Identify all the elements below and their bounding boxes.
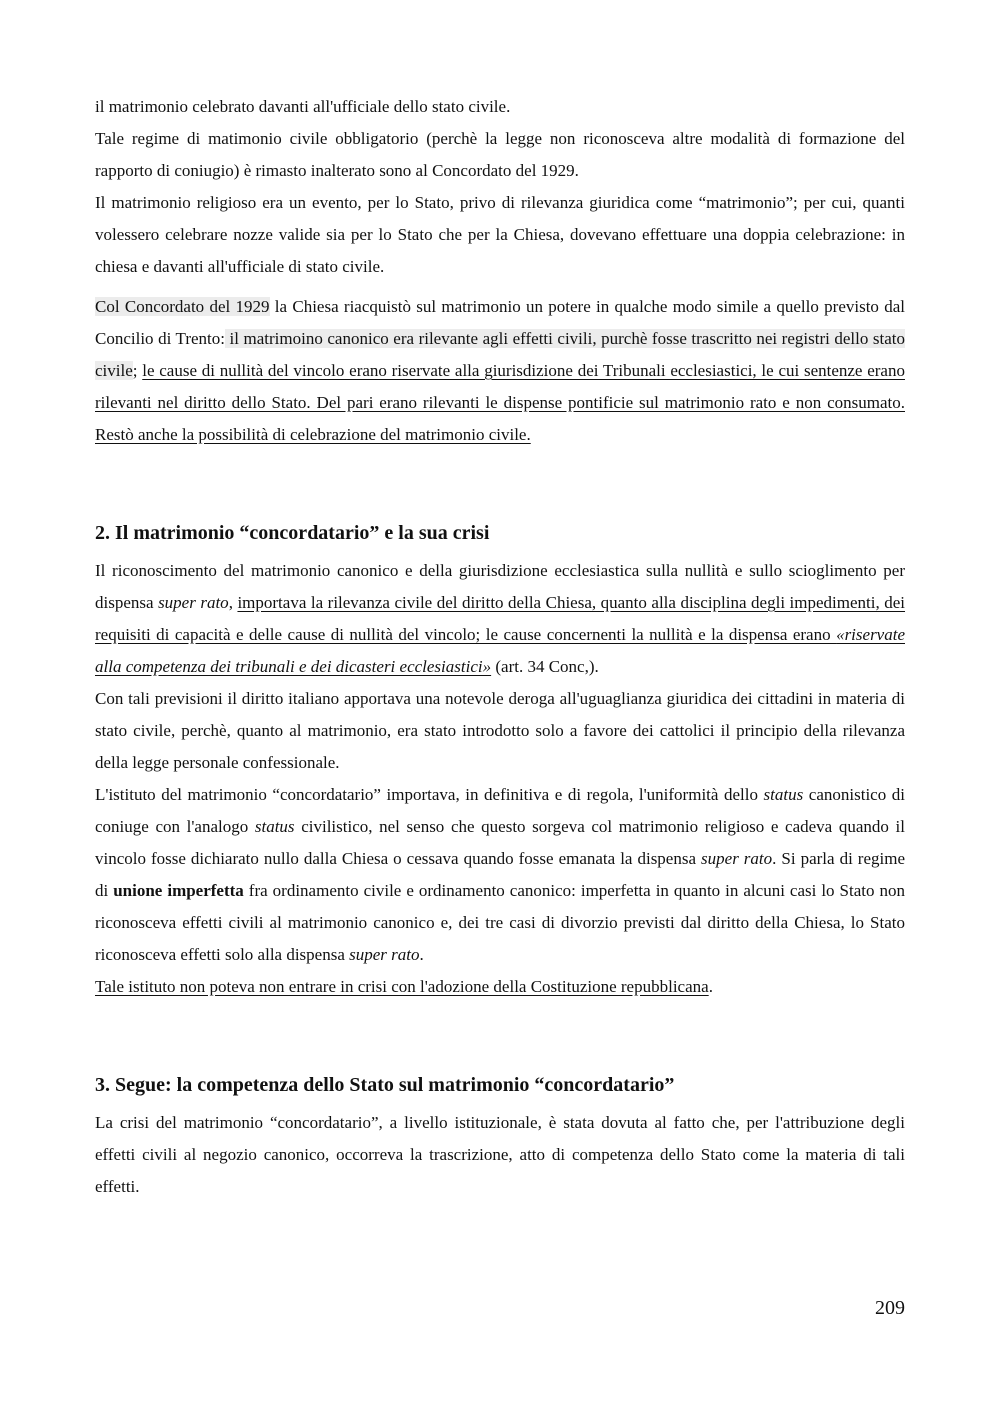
text-run: Il riconoscimento del matrimonio canonico e della giurisdizione ecclesiastica sulla nullità e sullo scioglimento per dispensa <box>95 561 905 612</box>
text-run: . <box>708 977 713 996</box>
paragraph-intro-2: Tale regime di matimonio civile obbligatorio (perchè la legge non riconosceva altre modalità di formazione del rapporto di coniugio) è rimasto inalterato sono al Concordato del 1929. <box>95 129 905 180</box>
paragraph-section2-3 <box>95 779 905 971</box>
section-heading-2: 2. Il matrimonio “concordatario” e la sua crisi <box>95 522 490 544</box>
paragraph-section2-2: Con tali previsioni il diritto italiano apportava una notevole deroga all'uguaglianza giuridica dei cittadini in materia di stato civile, perchè, quanto al matrimonio, era stato introdotto solo a favore dei cattolici il principio della rilevanza della legge personale confessionale. <box>95 689 905 772</box>
text-run: , <box>228 593 238 612</box>
underlined-italic-quote: «riservate alla competenza dei tribunali e dei dicasteri ecclesiastici» <box>95 625 905 676</box>
italic-text: super rato <box>349 945 420 964</box>
underlined-text: le cause di nullità del vincolo erano riservate alla giurisdizione dei Tribunali ecclesiastici, le cui sentenze erano rilevanti nel diritto dello Stato. Del pari erano rilevanti le dispense pontificie sul matrimonio rato e non consumato. Restò anche la possibilità di celebrazione del matrimonio civile. <box>95 361 905 444</box>
paragraph-intro-3: Il matrimonio religioso era un evento, per lo Stato, privo di rilevanza giuridica come “matrimonio”; per cui, quanti volessero celebrare nozze valide sia per lo Stato che per la Chiesa, dovevano effettuare una doppia celebrazione: in chiesa e davanti all'ufficiale di stato civile. <box>95 193 905 276</box>
underlined-text: importava la rilevanza civile del diritto della Chiesa, quanto alla disciplina degli impedimenti, dei requisiti di capacità e delle cause di nullità del vincolo; le cause concernenti la nullità e la dispensa erano <box>95 593 906 644</box>
highlighted-text: Col Concordato del 1929 <box>95 297 270 316</box>
text-run: . Si parla di regime di <box>95 849 905 900</box>
section-heading-3: 3. Segue: la competenza dello Stato sul matrimonio “concordatario” <box>95 1074 675 1096</box>
paragraph-section2-1 <box>95 555 905 683</box>
text-run: L'istituto del matrimonio “concordatario” importava, in definitiva e di regola, l'uniformità dello <box>95 785 764 804</box>
paragraph-section2-4 <box>95 971 905 1003</box>
italic-text: status <box>763 785 804 804</box>
page-number: 209 <box>875 1297 905 1319</box>
paragraph-concordato-1929 <box>95 291 905 451</box>
paragraph-intro-1: il matrimonio celebrato davanti all'ufficiale dello stato civile. <box>95 97 511 116</box>
underlined-text: Tale istituto non poteva non entrare in crisi con l'adozione della Costituzione repubblicana <box>95 977 709 996</box>
bold-text: unione imperfetta <box>113 881 244 900</box>
text-run: canonistico di coniuge con l'analogo <box>95 785 905 836</box>
document-page <box>95 91 905 1203</box>
italic-text: super rato <box>158 593 229 612</box>
text-run: . <box>419 945 424 964</box>
text-run: la Chiesa riacquistò sul matrimonio un potere in qualche modo simile a quello previsto dal Concilio di Trento: <box>95 297 905 348</box>
paragraph-section3-1: La crisi del matrimonio “concordatario”, a livello istituzionale, è stata dovuta al fatto che, per l'attribuzione degli effetti civili al negozio canonico, occorreva la trascrizione, atto di competenza dello Stato come la materia di tali effetti. <box>95 1113 905 1196</box>
text-run: (art. 34 Conc,). <box>491 657 599 676</box>
text-run: fra ordinamento civile e ordinamento canonico: imperfetta in quanto in alcuni casi lo Stato non riconosceva effetti civili al matrimonio canonico e, dei tre casi di divorzio previsti dal diritto della Chiesa, lo Stato riconosceva effetti solo alla dispensa <box>95 881 905 964</box>
text-run: ; <box>132 361 143 380</box>
text-run: civilistico, nel senso che questo sorgeva col matrimonio religioso e cadeva quando il vincolo fosse dichiarato nullo dalla Chiesa o cessava quando fosse emanata la dispensa <box>95 817 905 868</box>
italic-text: status <box>254 817 295 836</box>
italic-text: super rato <box>701 849 773 868</box>
highlighted-text: il matrimoino canonico era rilevante agli effetti civili, purchè fosse trascritto nei registri dello stato civile <box>95 329 905 380</box>
